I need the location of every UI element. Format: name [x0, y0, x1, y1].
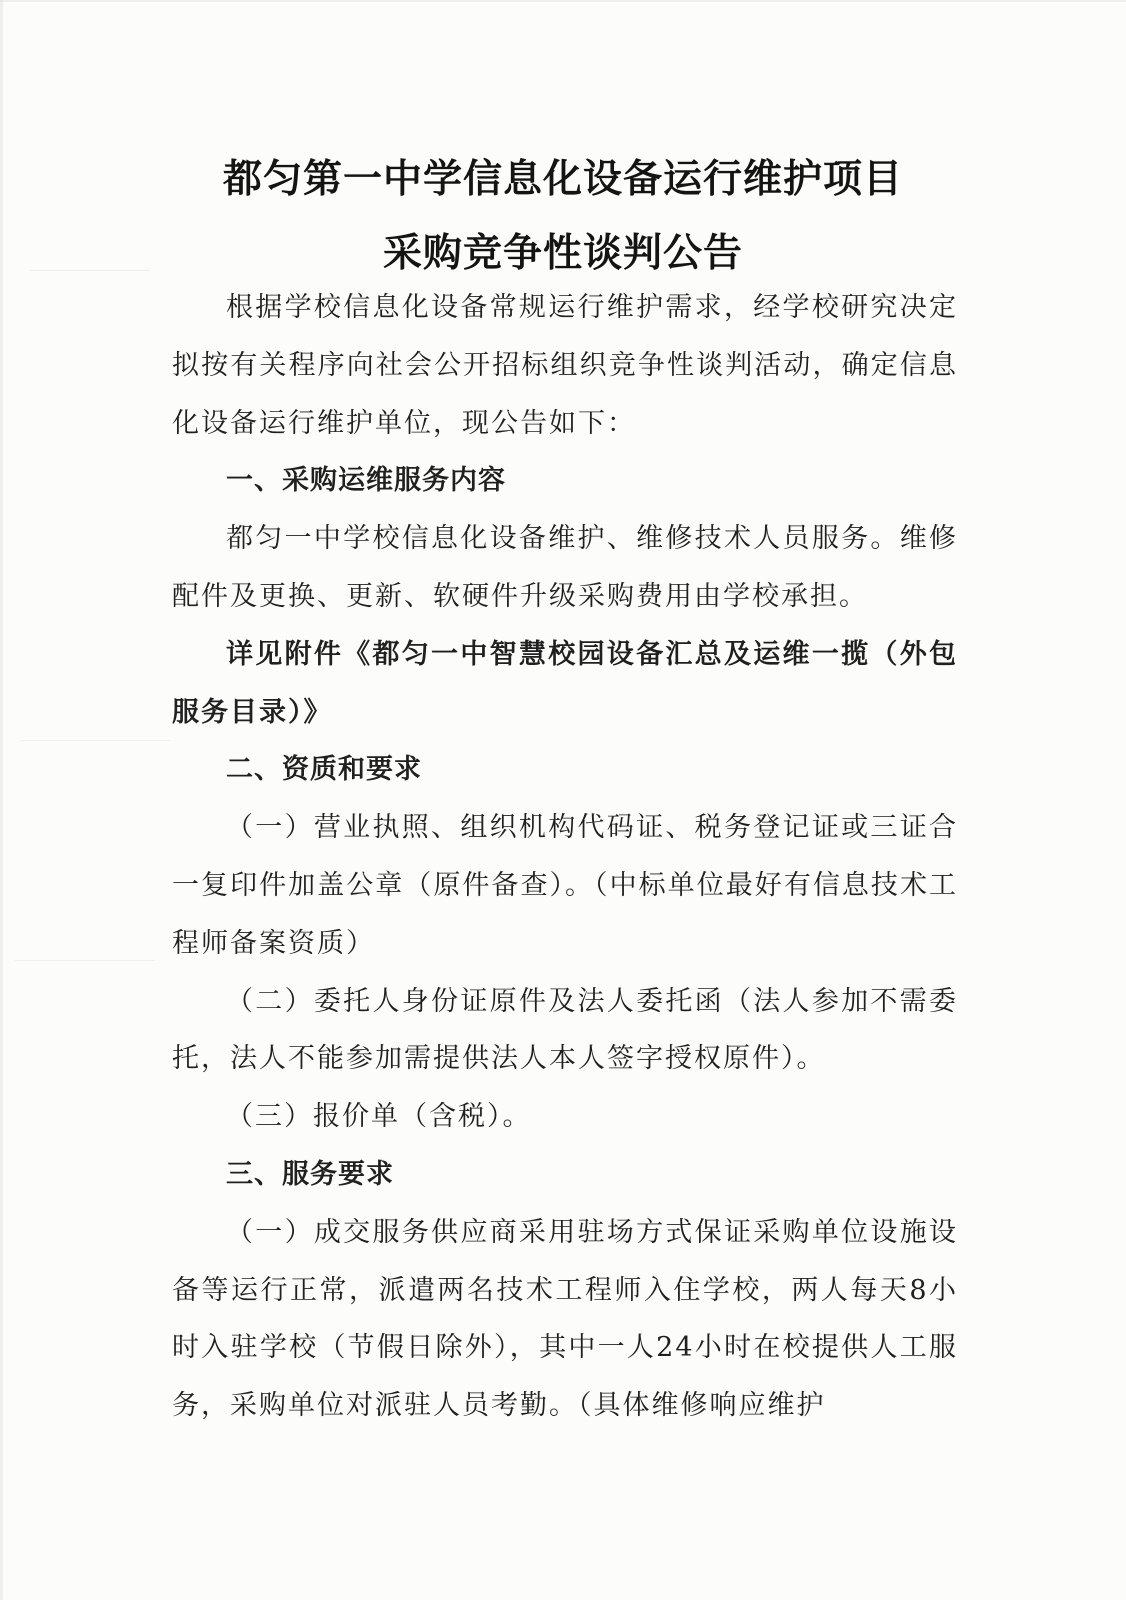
document-body	[172, 279, 958, 1435]
scan-artifact	[0, 0, 1126, 2]
document-title-line-1: 都匀第一中学信息化设备运行维护项目	[222, 157, 903, 202]
section-1-heading: 一、采购运维服务内容	[226, 465, 506, 497]
scan-artifact	[15, 960, 155, 961]
section-2-item: （三）报价单（含税）。	[226, 1101, 532, 1133]
intro-paragraph: 根据学校信息化设备常规运行维护需求，经学校研究决定拟按有关程序向社会公开招标组织竞争性谈判活动，确定信息化设备运行维护单位，现公告如下：	[172, 292, 958, 439]
section-2-item: （二）委托人身份证原件及法人委托函（法人参加不需委托，法人不能参加需提供法人本人签字授权原件）。	[172, 985, 958, 1075]
section-1-attachment-note: 详见附件《都匀一中智慧校园设备汇总及运维一揽（外包服务目录）》	[172, 638, 958, 728]
section-3-item: （一）成交服务供应商采用驻场方式保证采购单位设施设备等运行正常，派遣两名技术工程师入住学校，两人每天8小时入驻学校（节假日除外），其中一人24小时在校提供人工服务，采购单位对派驻人员考勤。（具体维修响应维护	[172, 1216, 958, 1422]
section-2-heading: 二、资质和要求	[226, 754, 422, 786]
document-title-line-2: 采购竞争性谈判公告	[382, 231, 743, 276]
scan-artifact	[20, 740, 170, 741]
section-2-item: （一）营业执照、组织机构代码证、税务登记证或三证合一复印件加盖公章（原件备查）。（中标单位最好有信息技术工程师备案资质）	[172, 812, 958, 959]
section-1-paragraph: 都匀一中学校信息化设备维护、维修技术人员服务。维修配件及更换、更新、软硬件升级采购费用由学校承担。	[172, 523, 958, 612]
section-3-heading: 三、服务要求	[226, 1158, 394, 1190]
